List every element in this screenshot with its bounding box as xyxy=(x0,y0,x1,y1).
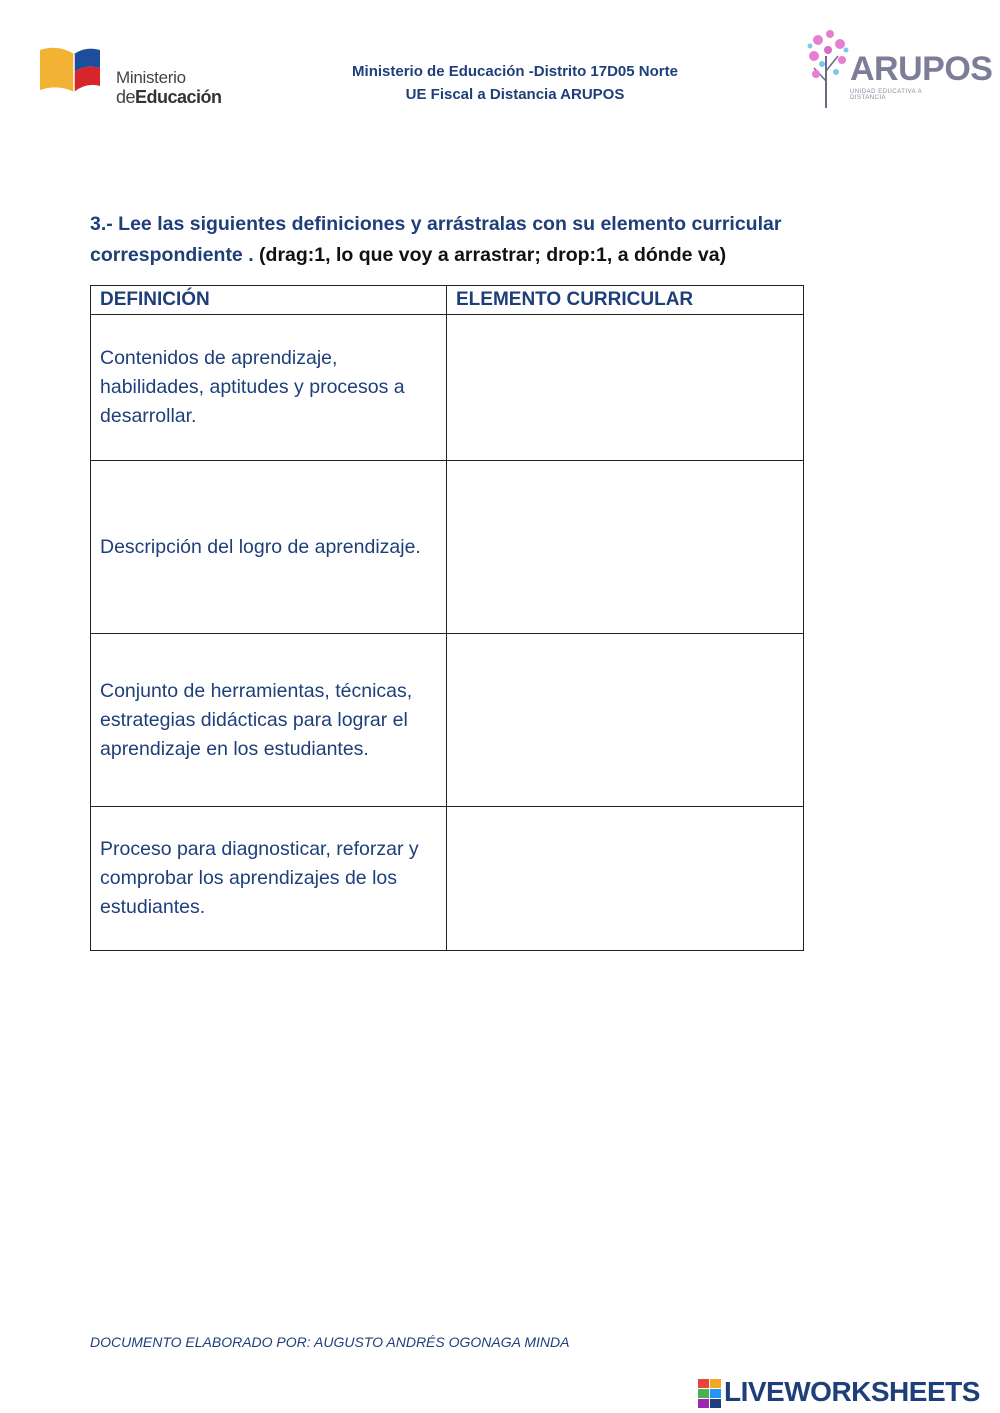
page-header xyxy=(300,60,730,106)
definition-cell: Contenidos de aprendizaje, habilidades, aptitudes y procesos a desarrollar. xyxy=(91,315,447,461)
header-definicion: DEFINICIÓN xyxy=(91,286,447,315)
instruction-main: 3.- Lee las siguientes definiciones y arrástralas con su elemento curricular correspondiente . xyxy=(90,213,782,266)
definition-cell: Descripción del logro de aprendizaje. xyxy=(91,461,447,634)
ministerio-logo xyxy=(38,42,238,108)
table-header-row xyxy=(91,286,804,315)
table-row xyxy=(91,315,804,461)
drop-zone[interactable] xyxy=(447,461,804,634)
definition-cell: Conjunto de herramientas, técnicas, estrategias didácticas para lograr el aprendizaje en los estudiantes. xyxy=(91,634,447,807)
table-row xyxy=(91,461,804,634)
liveworksheets-wordmark: LIVEWORKSHEETS xyxy=(724,1376,980,1407)
definition-cell: Proceso para diagnosticar, reforzar y comprobar los aprendizajes de los estudiantes. xyxy=(91,807,447,951)
arupos-subtitle: UNIDAD EDUCATIVA A DISTANCIA xyxy=(850,89,922,101)
drop-zone[interactable] xyxy=(447,315,804,461)
header-title-line1: Ministerio de Educación -Distrito 17D05 Norte xyxy=(352,63,678,80)
instruction-hint: (drag:1, lo que voy a arrastrar; drop:1, a dónde va) xyxy=(259,244,727,266)
liveworksheets-logo[interactable] xyxy=(698,1376,998,1410)
curricular-table xyxy=(90,285,804,951)
table-row xyxy=(91,634,804,807)
flower-tree-icon xyxy=(806,26,854,110)
ecuador-flag-icon xyxy=(38,42,112,104)
educacion-text: deEducación xyxy=(116,87,222,107)
arupos-name: ARUPOS xyxy=(850,50,993,88)
table-row xyxy=(91,807,804,951)
arupos-logo xyxy=(806,26,993,110)
author-credit: DOCUMENTO ELABORADO POR: AUGUSTO ANDRÉS OGONAGA MINDA xyxy=(90,1334,570,1350)
drop-zone[interactable] xyxy=(447,807,804,951)
header-elemento-curricular: ELEMENTO CURRICULAR xyxy=(447,286,804,315)
liveworksheets-icon xyxy=(698,1379,722,1409)
header-title-line2: UE Fiscal a Distancia ARUPOS xyxy=(405,86,625,103)
drop-zone[interactable] xyxy=(447,634,804,807)
instruction-text xyxy=(90,209,830,271)
ministerio-text: Ministerio xyxy=(116,68,186,87)
